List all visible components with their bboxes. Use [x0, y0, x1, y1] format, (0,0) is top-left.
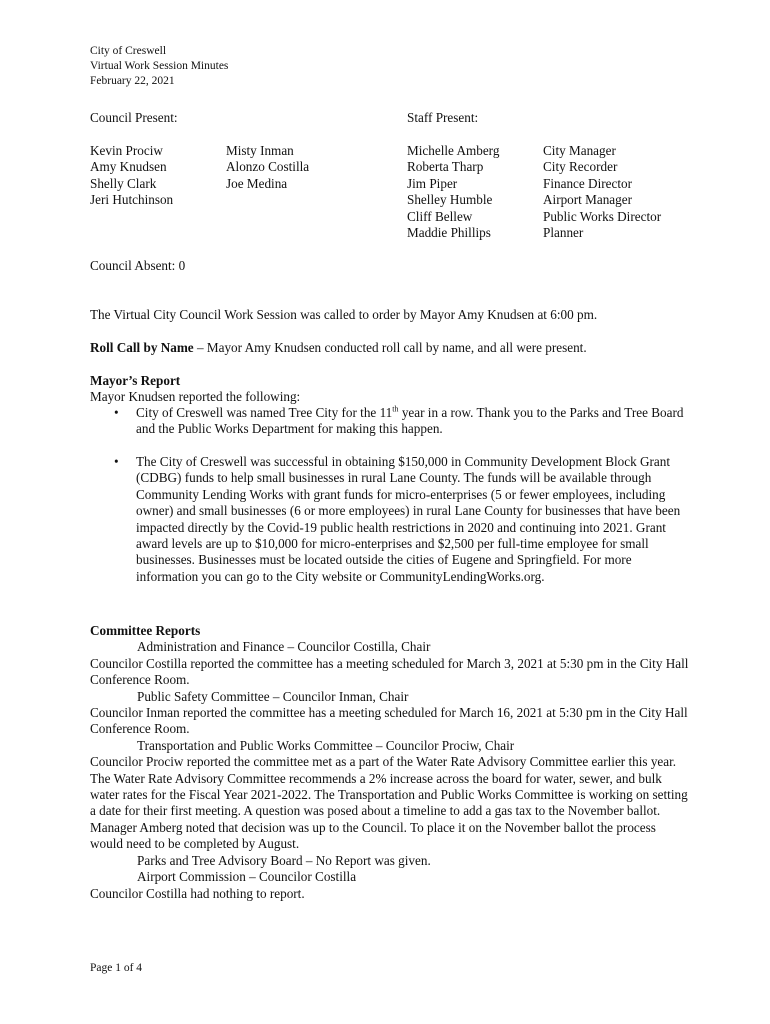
- header-session: Virtual Work Session Minutes: [90, 60, 229, 72]
- staff-title: City Recorder: [543, 159, 618, 175]
- council-member: Joe Medina: [226, 175, 288, 191]
- header-city: City of Creswell: [90, 45, 167, 57]
- committee-reports: [90, 623, 690, 902]
- council-member: Kevin Prociw: [90, 143, 163, 158]
- committee-reports-heading: Committee Reports: [90, 623, 201, 638]
- staff-titles: [543, 143, 661, 241]
- council-member: Misty Inman: [226, 143, 294, 158]
- staff-title: Finance Director: [543, 175, 632, 191]
- safety-committee-title: Public Safety Committee – Councilor Inman, Chair: [137, 688, 409, 704]
- bullet-icon: •: [114, 454, 119, 469]
- council-list-col2: [226, 143, 309, 192]
- parks-board-title: Parks and Tree Advisory Board – No Report was given.: [137, 852, 431, 868]
- council-absent: Council Absent: 0: [90, 258, 186, 273]
- staff-name: Maddie Phillips: [407, 225, 491, 241]
- staff-name: Cliff Bellew: [407, 208, 473, 224]
- roll-call-heading: Roll Call by Name: [90, 340, 194, 355]
- page-number: Page 1 of 4: [90, 962, 143, 974]
- staff-names: [407, 143, 499, 241]
- mayors-report-bullet-2: The City of Creswell was successful in obtaining $150,000 in Community Development Block Grant (CDBG) funds to help small businesses in rural Lane County. The funds will be available through Community Lending Works with grant funds for micro-enterprises (5 or fewer employees, including owner) and small businesses (6 or more employees) in rural Lane County for businesses that have been impacted directly by the Covid-19 public health restrictions in 2020 and continuing into 2021. Grant award levels are up to $10,000 for micro-enterprises and $2,500 per full-time employee for small businesses. Businesses must be located outside the cities of Eugene and Springfield. For more information you can go to the City website or CommunityLendingWorks.org.: [136, 454, 681, 584]
- staff-name: Shelley Humble: [407, 192, 493, 208]
- transport-committee-title: Transportation and Public Works Committee – Councilor Prociw, Chair: [137, 737, 515, 753]
- council-member: Alonzo Costilla: [226, 159, 310, 175]
- roll-call: [90, 340, 587, 356]
- safety-committee-text: Councilor Inman reported the committee has a meeting scheduled for March 16, 2021 at 5:30 pm in the City Hall Conference Room.: [90, 705, 688, 737]
- transport-committee-text: Councilor Prociw reported the committee met as a part of the Water Rate Advisory Committee earlier this year. The Water Rate Advisory Committee recommends a 2% increase across the board for water, sewer, and bulk water rates for the Fiscal Year 2021-2022. The Transportation and Public Works Committee is working on setting a date for their first meeting. A question was posed about a timeline to add a gas tax to the November ballot. Manager Amberg noted that decision was up to the Council. To place it on the November ballot the process would need to be completed by August.: [90, 754, 688, 852]
- council-list-col1: [90, 143, 173, 209]
- mayors-report-intro: Mayor Knudsen reported the following:: [90, 389, 301, 404]
- mayors-report-heading: Mayor’s Report: [90, 373, 181, 388]
- admin-committee-title: Administration and Finance – Councilor Costilla, Chair: [137, 639, 431, 655]
- mayors-report-bullet-1: City of Creswell was named Tree City for the 11th year in a row. Thank you to the Parks and Tree Board and the Public Works Department for making this happen.: [136, 404, 684, 437]
- staff-title: Planner: [543, 225, 584, 241]
- airport-commission-text: Councilor Costilla had nothing to report.: [90, 885, 305, 901]
- call-to-order: The Virtual City Council Work Session was called to order by Mayor Amy Knudsen at 6:00 pm.: [90, 307, 598, 322]
- council-present-label: Council Present:: [90, 110, 178, 125]
- staff-name: Jim Piper: [407, 175, 458, 191]
- staff-title: Airport Manager: [543, 192, 632, 208]
- staff-title: City Manager: [543, 143, 616, 158]
- roll-call-text: – Mayor Amy Knudsen conducted roll call by name, and all were present.: [193, 340, 587, 355]
- council-member: Amy Knudsen: [90, 159, 167, 175]
- header-date: February 22, 2021: [90, 75, 175, 87]
- staff-title: Public Works Director: [543, 208, 662, 224]
- admin-committee-text: Councilor Costilla reported the committee has a meeting scheduled for March 3, 2021 at 5:30 pm in the City Hall Conference Room.: [90, 655, 689, 688]
- staff-name: Roberta Tharp: [407, 159, 484, 175]
- staff-present-label: Staff Present:: [407, 110, 479, 125]
- staff-name: Michelle Amberg: [407, 143, 500, 158]
- document-header: [90, 44, 228, 89]
- council-member: Jeri Hutchinson: [90, 192, 174, 208]
- airport-commission-title: Airport Commission – Councilor Costilla: [137, 869, 357, 885]
- council-member: Shelly Clark: [90, 175, 157, 191]
- bullet-icon: •: [114, 405, 119, 420]
